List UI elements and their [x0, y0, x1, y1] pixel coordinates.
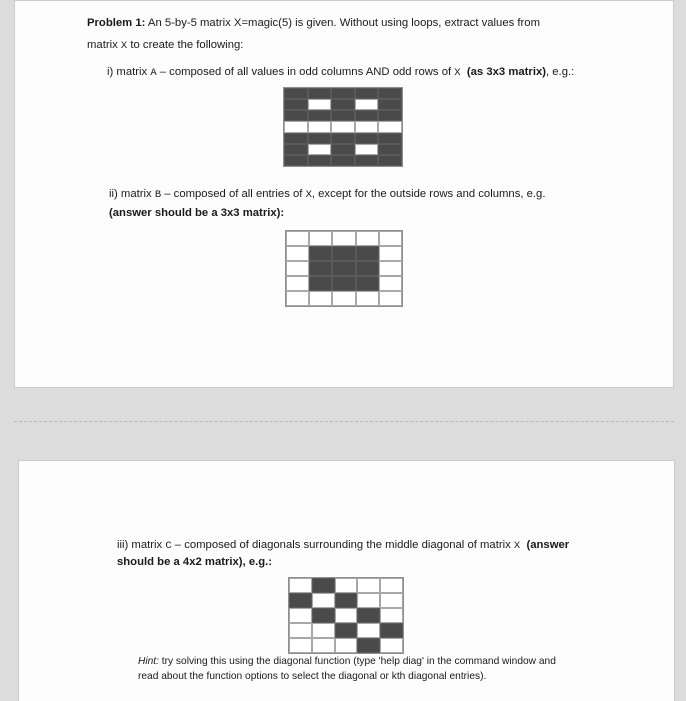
problem-intro-text-2a: matrix — [87, 39, 121, 51]
grid-cell-r5-c2 — [309, 291, 332, 306]
grid-cell-r4-c2 — [308, 121, 332, 132]
grid-cell-r4-c1 — [286, 276, 309, 291]
grid-cell-r3-c3 — [332, 261, 355, 276]
grid-cell-r3-c4 — [357, 608, 380, 623]
grid-cell-r3-c2 — [308, 110, 332, 121]
problem-intro-var: X — [120, 40, 128, 52]
grid-cell-r1-c2 — [312, 578, 335, 593]
grid-cell-r5-c3 — [331, 133, 355, 144]
grid-cell-r4-c4 — [355, 121, 379, 132]
grid-cell-r4-c2 — [309, 276, 332, 291]
grid-cell-r5-c2 — [312, 638, 335, 653]
part-ii-var2: X — [305, 189, 312, 201]
grid-cell-r1-c2 — [309, 231, 332, 246]
part-ii-var: B — [154, 189, 162, 201]
grid-cell-r1-c3 — [331, 88, 355, 99]
grid-cell-r1-c1 — [284, 88, 308, 99]
matrix-a-example-grid — [283, 87, 403, 167]
grid-cell-r7-c5 — [378, 155, 402, 166]
part-i-suffix: , e.g.: — [546, 66, 575, 78]
grid-cell-r1-c1 — [289, 578, 312, 593]
grid-cell-r1-c5 — [380, 578, 403, 593]
grid-cell-r2-c5 — [378, 99, 402, 110]
grid-cell-r3-c5 — [379, 261, 402, 276]
part-i-var: A — [150, 67, 157, 79]
grid-cell-r1-c3 — [332, 231, 355, 246]
grid-cell-r6-c4 — [355, 144, 379, 155]
grid-cell-r3-c1 — [284, 110, 308, 121]
grid-cell-r3-c1 — [289, 608, 312, 623]
problem-intro-line-2 — [87, 37, 243, 54]
grid-cell-r2-c2 — [309, 246, 332, 261]
hint-line-1 — [138, 654, 556, 669]
grid-cell-r5-c5 — [378, 133, 402, 144]
part-iii-text-line-1 — [117, 537, 569, 554]
grid-cell-r3-c5 — [380, 608, 403, 623]
grid-cell-r2-c2 — [308, 99, 332, 110]
grid-cell-r6-c5 — [378, 144, 402, 155]
grid-cell-r1-c1 — [286, 231, 309, 246]
grid-cell-r2-c3 — [332, 246, 355, 261]
grid-cell-r5-c1 — [286, 291, 309, 306]
part-iii-answer-open: (answer — [526, 539, 570, 551]
grid-cell-r2-c5 — [380, 593, 403, 608]
part-iii-body: – composed of diagonals surrounding the middle diagonal of matrix — [171, 539, 514, 551]
grid-cell-r7-c1 — [284, 155, 308, 166]
grid-cell-r6-c1 — [284, 144, 308, 155]
grid-cell-r4-c4 — [357, 623, 380, 638]
part-ii-text-line-1 — [109, 186, 545, 203]
grid-cell-r5-c1 — [289, 638, 312, 653]
grid-cell-r5-c2 — [308, 133, 332, 144]
grid-cell-r5-c3 — [332, 291, 355, 306]
grid-cell-r4-c3 — [332, 276, 355, 291]
grid-cell-r2-c3 — [331, 99, 355, 110]
part-i-text — [107, 64, 574, 81]
part-iii-shape: should be a 4x2 matrix), e.g.: — [117, 556, 273, 568]
grid-cell-r7-c2 — [308, 155, 332, 166]
grid-cell-r5-c4 — [356, 291, 379, 306]
grid-cell-r1-c4 — [357, 578, 380, 593]
part-i-body: – composed of all values in odd columns AND odd rows of — [156, 66, 455, 78]
grid-cell-r1-c3 — [335, 578, 358, 593]
problem-intro-text-2b: to create the following: — [127, 39, 244, 51]
grid-cell-r4-c4 — [356, 276, 379, 291]
grid-cell-r5-c1 — [284, 133, 308, 144]
part-ii-prefix: ii) matrix — [109, 188, 155, 200]
grid-cell-r4-c5 — [380, 623, 403, 638]
grid-cell-r3-c2 — [312, 608, 335, 623]
part-ii-body: – composed of all entries of — [161, 188, 306, 200]
grid-cell-r4-c2 — [312, 623, 335, 638]
grid-cell-r2-c4 — [356, 246, 379, 261]
part-iii-var2: X — [513, 540, 521, 552]
grid-cell-r6-c3 — [331, 144, 355, 155]
grid-cell-r3-c4 — [356, 261, 379, 276]
problem-intro-text-1: An 5-by-5 matrix X=magic(5) is given. Without using loops, extract values from — [145, 17, 540, 29]
grid-cell-r2-c4 — [357, 593, 380, 608]
part-i-shape: (as 3x3 matrix) — [466, 66, 546, 78]
grid-cell-r5-c4 — [357, 638, 380, 653]
problem-intro-line-1 — [87, 15, 540, 31]
part-i-var2: X — [454, 67, 461, 79]
grid-cell-r3-c1 — [286, 261, 309, 276]
grid-cell-r2-c2 — [312, 593, 335, 608]
part-iii-text-line-2 — [117, 554, 272, 570]
grid-cell-r2-c3 — [335, 593, 358, 608]
grid-cell-r4-c1 — [289, 623, 312, 638]
grid-cell-r1-c4 — [356, 231, 379, 246]
part-ii-suffix: , except for the outside rows and columns, e.g. — [311, 188, 546, 200]
grid-cell-r2-c1 — [286, 246, 309, 261]
hint-label: Hint: — [138, 656, 159, 667]
grid-cell-r5-c5 — [380, 638, 403, 653]
part-iii-var: C — [165, 540, 172, 552]
grid-cell-r2-c1 — [284, 99, 308, 110]
grid-cell-r3-c3 — [331, 110, 355, 121]
grid-cell-r2-c1 — [289, 593, 312, 608]
grid-cell-r2-c4 — [355, 99, 379, 110]
hint-text-1: try solving this using the diagonal function (type 'help diag' in the command window and — [158, 656, 556, 667]
grid-cell-r1-c4 — [355, 88, 379, 99]
part-ii-text-line-2: (answer should be a 3x3 matrix): — [109, 207, 285, 219]
grid-cell-r1-c2 — [308, 88, 332, 99]
part-i-prefix: i) matrix — [107, 66, 151, 78]
matrix-b-example-grid — [285, 230, 403, 307]
grid-cell-r7-c3 — [331, 155, 355, 166]
grid-cell-r5-c4 — [355, 133, 379, 144]
grid-cell-r3-c4 — [355, 110, 379, 121]
grid-cell-r4-c3 — [335, 623, 358, 638]
grid-cell-r5-c5 — [379, 291, 402, 306]
grid-cell-r4-c3 — [331, 121, 355, 132]
grid-cell-r4-c1 — [284, 121, 308, 132]
page-separator — [14, 421, 674, 422]
grid-cell-r4-c5 — [379, 276, 402, 291]
grid-cell-r2-c5 — [379, 246, 402, 261]
grid-cell-r3-c2 — [309, 261, 332, 276]
grid-cell-r7-c4 — [355, 155, 379, 166]
hint-line-2: read about the function options to select the diagonal or kth diagonal entries). — [138, 671, 487, 682]
grid-cell-r5-c3 — [335, 638, 358, 653]
grid-cell-r6-c2 — [308, 144, 332, 155]
grid-cell-r3-c3 — [335, 608, 358, 623]
part-iii-prefix: iii) matrix — [117, 539, 166, 551]
grid-cell-r3-c5 — [378, 110, 402, 121]
grid-cell-r4-c5 — [378, 121, 402, 132]
grid-cell-r1-c5 — [379, 231, 402, 246]
problem-label: Problem 1: — [87, 17, 146, 29]
matrix-c-example-grid — [288, 577, 404, 654]
grid-cell-r1-c5 — [378, 88, 402, 99]
